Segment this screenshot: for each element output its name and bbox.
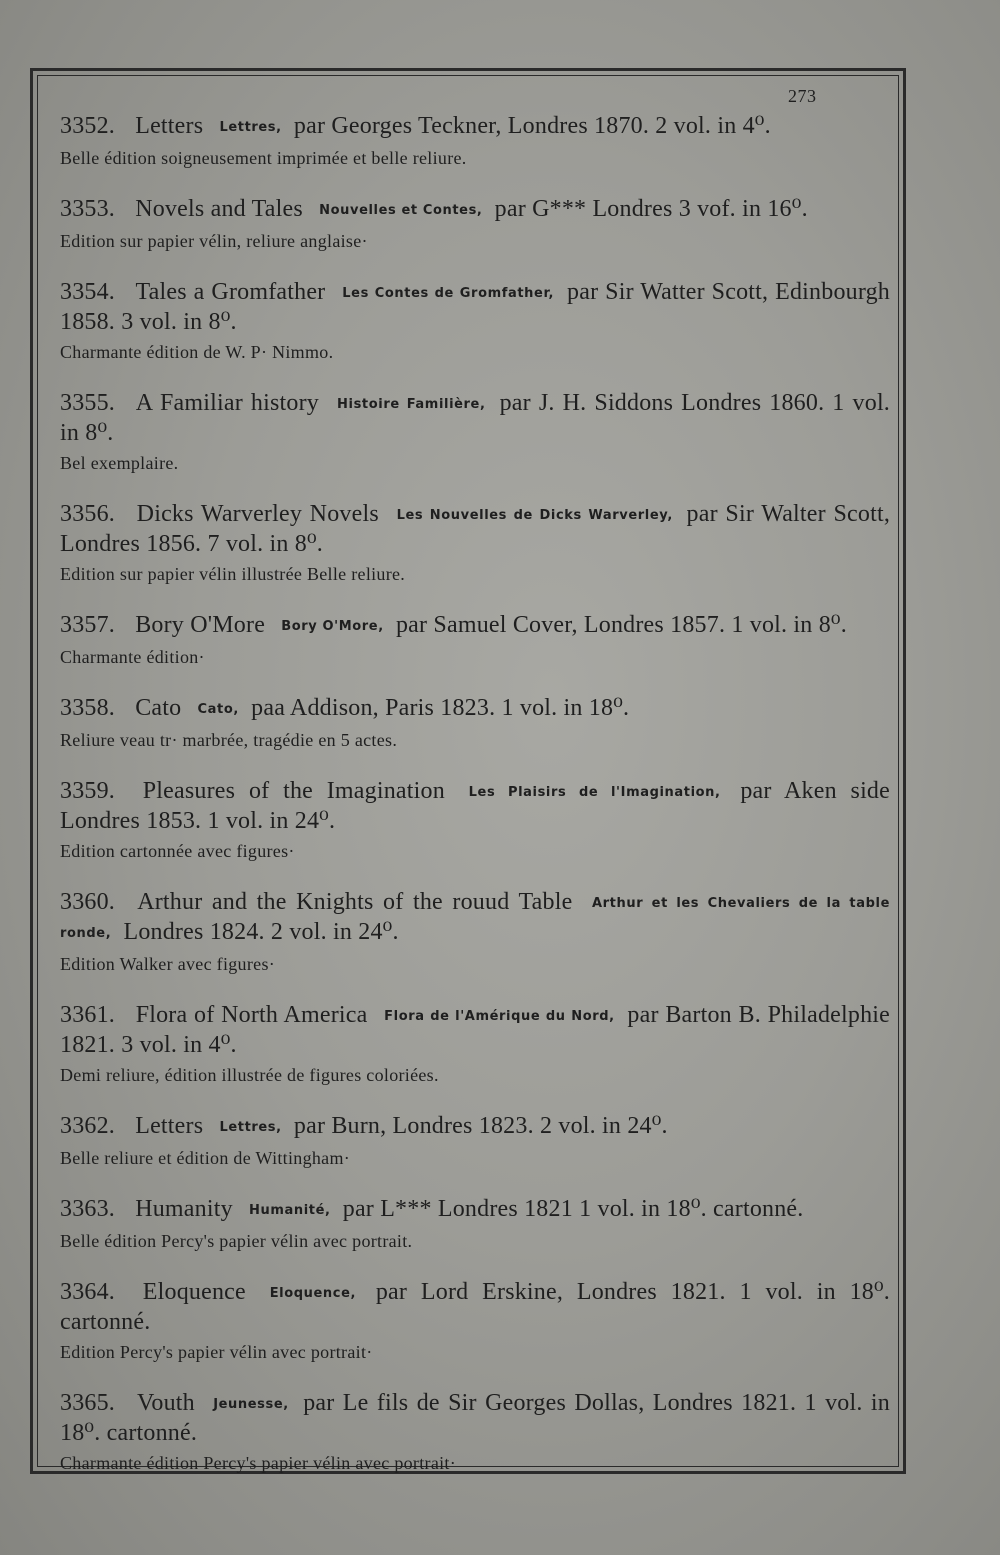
entry-english-title: Flora of North America	[135, 1002, 368, 1028]
entry-french-title: Arthur et les Chevaliers de la table ronde,	[60, 896, 890, 941]
catalog-entry	[60, 1195, 890, 1254]
entry-english-title: Humanity	[135, 1196, 233, 1222]
entry-title-line	[60, 888, 890, 948]
entry-french-title: Les Plaisirs de l'Imagination,	[468, 785, 721, 800]
entry-english-title: Bory O'More	[135, 612, 266, 638]
entry-french-title: Les Nouvelles de Dicks Warverley,	[396, 508, 673, 523]
entry-details: par Burn, Londres 1823. 2 vol. in 24⁰.	[293, 1113, 668, 1139]
catalog-entry	[60, 1278, 890, 1365]
catalog-entry	[60, 888, 890, 977]
entry-note: Charmante édition·	[60, 647, 205, 667]
entry-english-title: Arthur and the Knights of the rouud Table	[137, 889, 573, 915]
entry-number: 3362.	[60, 1113, 115, 1139]
entry-title-line	[60, 1112, 890, 1142]
entry-number: 3360.	[60, 889, 115, 915]
entry-french-title: Lettres,	[219, 1120, 282, 1135]
catalog-entry	[60, 112, 890, 171]
catalog-entry	[60, 611, 890, 670]
page-number: 273	[788, 86, 817, 106]
entry-title-line	[60, 1278, 890, 1336]
entry-number: 3355.	[60, 390, 115, 416]
entry-number: 3359.	[60, 778, 115, 804]
entry-number: 3365.	[60, 1390, 115, 1416]
entry-french-title: Jeunesse,	[213, 1397, 289, 1412]
entry-number: 3358.	[60, 695, 115, 721]
entry-title-line	[60, 195, 890, 225]
entry-details: Londres 1824. 2 vol. in 24⁰.	[123, 919, 399, 945]
entry-title-line	[60, 611, 890, 641]
entry-title-line	[60, 1389, 890, 1447]
entry-number: 3352.	[60, 113, 115, 139]
entry-details: par Barton B. Philadelphie 1821. 3 vol. in 4⁰.	[60, 1002, 891, 1058]
entry-number: 3357.	[60, 612, 115, 638]
catalog-entry	[60, 1001, 890, 1088]
entry-french-title: Histoire Familière,	[337, 397, 486, 412]
entry-english-title: Vouth	[136, 1390, 195, 1416]
entry-details: par Sir Walter Scott, Londres 1856. 7 vol. in 8⁰.	[60, 501, 891, 557]
entry-title-line	[60, 389, 890, 447]
entry-details: par L*** Londres 1821 1 vol. in 18⁰. cartonné.	[342, 1196, 804, 1222]
entry-details: par Samuel Cover, Londres 1857. 1 vol. in 8⁰.	[395, 612, 847, 638]
entry-note: Edition cartonnée avec figures·	[60, 841, 295, 861]
catalog-entries	[60, 112, 890, 1500]
entry-number: 3361.	[60, 1002, 115, 1028]
entry-french-title: Flora de l'Amérique du Nord,	[384, 1009, 615, 1024]
entry-english-title: A Familiar history	[135, 390, 319, 416]
entry-french-title: Cato,	[197, 702, 239, 717]
entry-title-line	[60, 1195, 890, 1225]
catalog-entry	[60, 1389, 890, 1476]
entry-number: 3354.	[60, 279, 115, 305]
entry-title-line	[60, 694, 890, 724]
entry-note: Demi reliure, édition illustrée de figures coloriées.	[60, 1065, 439, 1085]
catalog-entry	[60, 777, 890, 864]
entry-english-title: Letters	[135, 113, 204, 139]
entry-details: par Georges Teckner, Londres 1870. 2 vol. in 4⁰.	[293, 113, 771, 139]
entry-details: par G*** Londres 3 vof. in 16⁰.	[494, 196, 808, 222]
catalog-entry	[60, 389, 890, 476]
entry-note: Belle reliure et édition de Wittingham·	[60, 1148, 351, 1168]
entry-french-title: Lettres,	[219, 120, 282, 135]
entry-note: Edition Walker avec figures·	[60, 954, 276, 974]
entry-note: Edition Percy's papier vélin avec portrait·	[60, 1342, 373, 1362]
entry-english-title: Dicks Warverley Novels	[136, 501, 379, 527]
entry-french-title: Les Contes de Gromfather,	[342, 286, 555, 301]
entry-note: Bel exemplaire.	[60, 453, 179, 473]
entry-note: Belle édition Percy's papier vélin avec portrait.	[60, 1231, 413, 1251]
entry-number: 3363.	[60, 1196, 115, 1222]
entry-note: Edition sur papier vélin, reliure anglaise·	[60, 231, 368, 251]
entry-english-title: Eloquence	[142, 1279, 246, 1305]
catalog-entry	[60, 500, 890, 587]
catalog-entry	[60, 1112, 890, 1171]
entry-title-line	[60, 500, 890, 558]
entry-title-line	[60, 112, 890, 142]
entry-number: 3364.	[60, 1279, 115, 1305]
entry-details: par J. H. Siddons Londres 1860. 1 vol. in 8⁰.	[60, 390, 891, 446]
entry-title-line	[60, 1001, 890, 1059]
entry-french-title: Nouvelles et Contes,	[319, 203, 483, 218]
entry-details: par Sir Watter Scott, Edinbourgh 1858. 3 vol. in 8⁰.	[60, 279, 891, 335]
entry-english-title: Novels and Tales	[135, 196, 303, 222]
entry-details: par Aken side Londres 1853. 1 vol. in 24⁰.	[60, 778, 890, 834]
catalog-entry	[60, 694, 890, 753]
entry-english-title: Letters	[135, 1113, 204, 1139]
entry-title-line	[60, 278, 890, 336]
entry-details: par Le fils de Sir Georges Dollas, Londres 1821. 1 vol. in 18⁰. cartonné.	[60, 1390, 890, 1446]
entry-details: paa Addison, Paris 1823. 1 vol. in 18⁰.	[251, 695, 630, 721]
entry-english-title: Tales a Gromfather	[135, 279, 326, 305]
entry-note: Charmante édition de W. P· Nimmo.	[60, 342, 334, 362]
catalog-entry	[60, 195, 890, 254]
entry-french-title: Eloquence,	[269, 1286, 357, 1301]
entry-english-title: Cato	[135, 695, 182, 721]
catalog-entry	[60, 278, 890, 365]
entry-english-title: Pleasures of the Imagination	[142, 778, 445, 804]
entry-french-title: Humanité,	[249, 1203, 331, 1218]
entry-title-line	[60, 777, 890, 835]
entry-french-title: Bory O'More,	[281, 619, 384, 634]
entry-note: Reliure veau tr· marbrée, tragédie en 5 actes.	[60, 730, 398, 750]
entry-note: Charmante édition Percy's papier vélin avec portrait·	[60, 1453, 456, 1473]
entry-note: Belle édition soigneusement imprimée et belle reliure.	[60, 148, 467, 168]
entry-details: par Lord Erskine, Londres 1821. 1 vol. in 18⁰. cartonné.	[60, 1279, 890, 1335]
entry-number: 3356.	[60, 501, 115, 527]
entry-note: Edition sur papier vélin illustrée Belle reliure.	[60, 564, 406, 584]
entry-number: 3353.	[60, 196, 115, 222]
